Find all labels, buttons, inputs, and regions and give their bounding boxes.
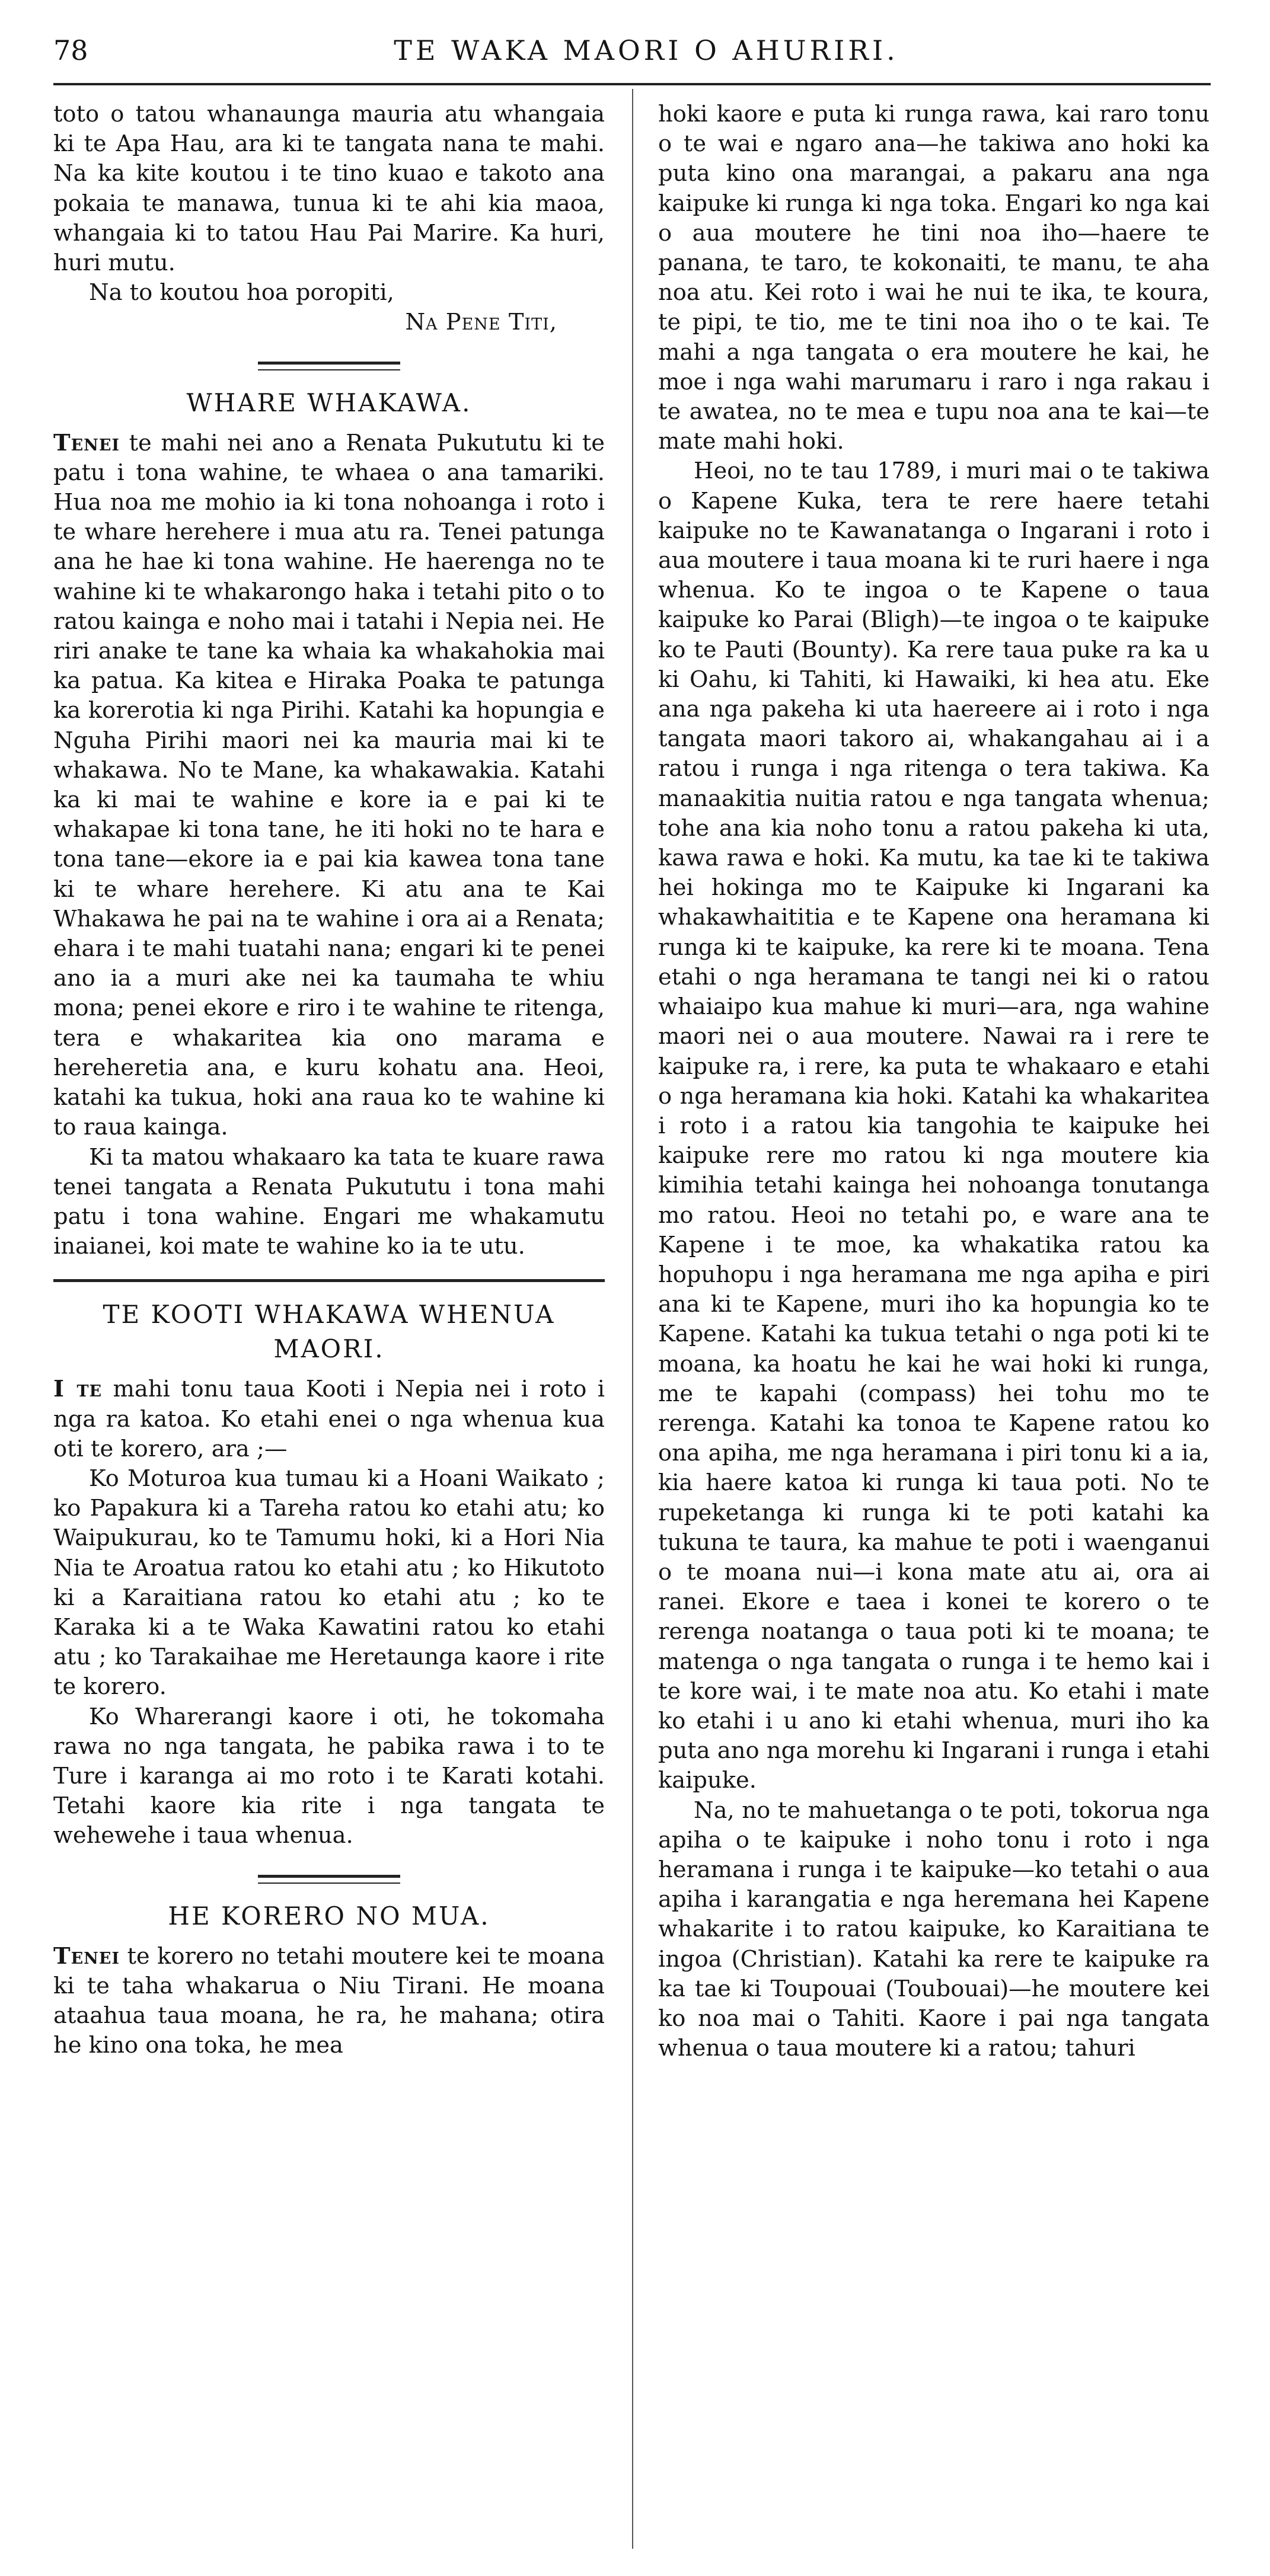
letter-closing: Na to koutou hoa poropiti, <box>89 279 394 306</box>
article-heading-kooti: TE KOOTI WHAKAWA WHENUA MAORI. <box>103 1300 556 1364</box>
article-paragraph <box>53 429 605 1143</box>
column-divider <box>632 89 633 2549</box>
article-paragraph <box>53 1942 605 2061</box>
paragraph-text: te mahi nei ano a Renata Pukututu ki te patu i tona wahine, te whaea o ana tamariki. Hua noa me mohio ia ki tona nohoanga i roto i te whare herehere i mua atu ra. Tenei patunga ana he hae ki tona wahine. He haerenga no te wahine ki te whakarongo haka i tetahi pito o to ratou kainga e noho mai i tatahi i Nepia nei. He riri anake te tane ka whaia ka whakahokia mai ka patua. Ka kitea e Hiraka Poaka te patunga ka korerotia ki nga Pirihi. Katahi ka hopungia e Nguha Pirihi maori nei ka mauria mai ki te whakawa. No te Mane, ka whakawakia. Katahi ka ki mai te wahine e kore ia e pai ki te whakapae ki tona tane, he iti hoki no te hara e tona tane—ekore ia e pai kia kawea tona tane ki te whare herehere. Ki atu ana te Kai Whakawa he pai na te wahine i ora ai a Renata; ehara i te mahi tuatahi nana; engari ki te penei ano ia a muri ake nei ka taumaha te whiu mona; penei ekore e riro i te wahine te ritenga, tera e whakaritea kia ono marama e hereheretia ana, e kuru kohatu ana. Heoi, katahi ka tukua, hoki ana raua ko te wahine ki to raua kainga. <box>53 429 605 1141</box>
paragraph-text: te korero no tetahi moutere kei te moana ki te taha whakarua o Niu Tirani. He moana ataahua taua moana, he ra, he mahana; otira he kino ona toka, he mea <box>53 1942 605 2059</box>
article-paragraph <box>53 1375 605 1464</box>
paragraph-text: mahi tonu taua Kooti i Nepia nei i roto i nga ra katoa. Ko etahi enei o nga whenua kua oti te korero, ara ;— <box>53 1376 605 1462</box>
article-paragraph: Ko Wharerangi kaore i oti, he tokomaha rawa no nga tangata, he pabika rawa i to te Ture i karanga ai mo roto i te Karati kotahi. Tetahi kaore kia rite i nga tangata te wehewehe i taua whenua. <box>53 1703 605 1849</box>
page-header <box>53 30 1239 71</box>
lead-words: Tenei <box>53 429 120 456</box>
letter-continuation: toto o tatou whanaunga mauria atu whangaia ki te Apa Hau, ara ki te tangata nana te mahi. Na ka kite koutou i te tino kuao e takoto ana pokaia te manawa, tunua ki te ahi kia maoa, whangaia ki to tatou Hau Pai Marire. Ka huri, huri mutu. <box>53 101 605 277</box>
lead-words: Tenei <box>53 1942 120 1970</box>
right-column <box>658 100 1210 2063</box>
section-divider <box>258 1875 400 1884</box>
left-column <box>53 100 605 2060</box>
running-title: TE WAKA MAORI O AHURIRI. <box>394 34 899 66</box>
section-divider <box>53 1279 605 1282</box>
article-paragraph: Ko Moturoa kua tumau ki a Hoani Waikato ; ko Papakura ki a Tareha ratou ko etahi atu; ko Waipukurau, ko te Tamumu hoki, ki a Hori Nia Nia te Aroatua ratou ko etahi atu ; ko Hikutoto ki a Karaitiana ratou ko etahi atu ; ko te Karaka ki a te Waka Kawatini ratou ko etahi atu ; ko Tarakaihae me Heretaunga kaore i rite te korero. <box>53 1465 605 1701</box>
article-heading-whare-whakawa: WHARE WHAKAWA. <box>186 388 472 417</box>
header-rule <box>53 83 1211 85</box>
letter-signature: Na Pene Titi, <box>405 309 557 336</box>
article-paragraph: Heoi, no te tau 1789, i muri mai o te takiwa o Kapene Kuka, tera te rere haere tetahi kaipuke no te Kawanatanga o Ingarani i roto i aua moutere i taua moana ki te ruri haere i nga whenua. Ko te ingoa o te Kapene o taua kaipuke ko Parai (Bligh)—te ingoa o te kaipuke ko te Pauti (Bounty). Ka rere taua puke ra ka u ki Oahu, ki Tahiti, ki Hawaiki, ki hea atu. Eke ana nga pakeha ki uta haereere ai i roto i nga tangata maori takoro ai, whakangahau ai i a ratou i runga i nga ritenga o tera takiwa. Ka manaakitia nuitia ratou e nga tangata whenua; tohe ana kia noho tonu a ratou pakeha ki uta, kawa rawa e hoki. Ka mutu, ka tae ki te takiwa hei hokinga mo te Kaipuke ki Ingarani ka whakawhaititia e te Kapene ona heramana ki runga ki te kaipuke, ka rere ki te moana. Tena etahi o nga heramana te tangi nei ki o ratou whaiaipo kua mahue ki muri—ara, nga wahine maori nei o aua moutere. Nawai ra i rere te kaipuke ra, i rere, ka puta te whakaaro e etahi o nga heramana kia hoki. Katahi ka whakaritea i roto i a ratou kia tangohia te kaipuke hei kaipuke rere mo ratou ki nga moutere kia kimihia tetahi kainga hei nohoanga tonutanga mo ratou. Heoi no tetahi po, e ware ana te Kapene i te moe, ka whakatika ratou ka hopuhopu i nga heramana me nga apiha e piri ana ki te Kapene, muri iho ka hopungia ko te Kapene. Katahi ka tukua tetahi o nga poti ki te moana, ka hoatu he kai he wai hoki ki runga, me te kapahi (compass) hei tohu mo te rerenga. Katahi ka tonoa te Kapene ratou ko ona apiha, me nga heramana i piri tonu ki a ia, kia haere katoa ki runga ki taua poti. No te rupeketanga ki runga ki te poti katahi ka tukuna te taura, ka mahue te poti i waenganui o te moana nui—i kona mate atu ai, ora ai ranei. Ekore e taea i konei te korero o te rerenga noatanga o taua poti ki te moana; te matenga o nga tangata o runga i te hemo kai i te kore wai, i te mate noa atu. Ko etahi i mate ko etahi i u ano ki etahi whenua, muri iho ka puta ano nga morehu ki Ingarani i runga i etahi kaipuke. <box>658 458 1210 1794</box>
article-paragraph: Na, no te mahuetanga o te poti, tokorua nga apiha o te kaipuke i noho tonu i roto i nga heramana i runga i te kaipuke—ko tetahi o aua apiha i karangatia e nga heremana hei Kapene whakarite i to ratou kaipuke, ko Karaitiana te ingoa (Christian). Katahi ka rere te kaipuke ra ka tae ki Toupouai (Toubouai)—he moutere kei ko noa mai o Tahiti. Kaore i pai nga tangata whenua o taua moutere ki a ratou; tahuri <box>658 1797 1210 2062</box>
article-paragraph: hoki kaore e puta ki runga rawa, kai raro tonu o te wai e ngaro ana—he takiwa ano hoki ka puta kino ona marangai, a pakaru ana nga kaipuke ki runga ki nga toka. Engari ko nga kai o aua moutere he tini noa iho—haere te panana, te taro, te kokonaiti, te manu, te aha noa atu. Kei roto i wai he nui te ika, te koura, te pipi, te tio, me te tini noa iho o te kai. Te mahi a nga tangata o era moutere he kai, he moe i nga wahi marumaru i raro i nga rakau i te awatea, no te mea e tupu noa ana te kai—te mate mahi hoki. <box>658 101 1210 455</box>
page-number: 78 <box>53 34 88 66</box>
section-divider <box>258 362 400 370</box>
article-paragraph: Ki ta matou whakaaro ka tata te kuare rawa tenei tangata a Renata Pukututu i tona mahi patu i tona wahine. Engari me whakamutu inaianei, koi mate te wahine ko ia te utu. <box>53 1143 605 1260</box>
article-heading-korero: HE KORERO NO MUA. <box>168 1901 490 1931</box>
lead-words: I te <box>53 1376 103 1403</box>
